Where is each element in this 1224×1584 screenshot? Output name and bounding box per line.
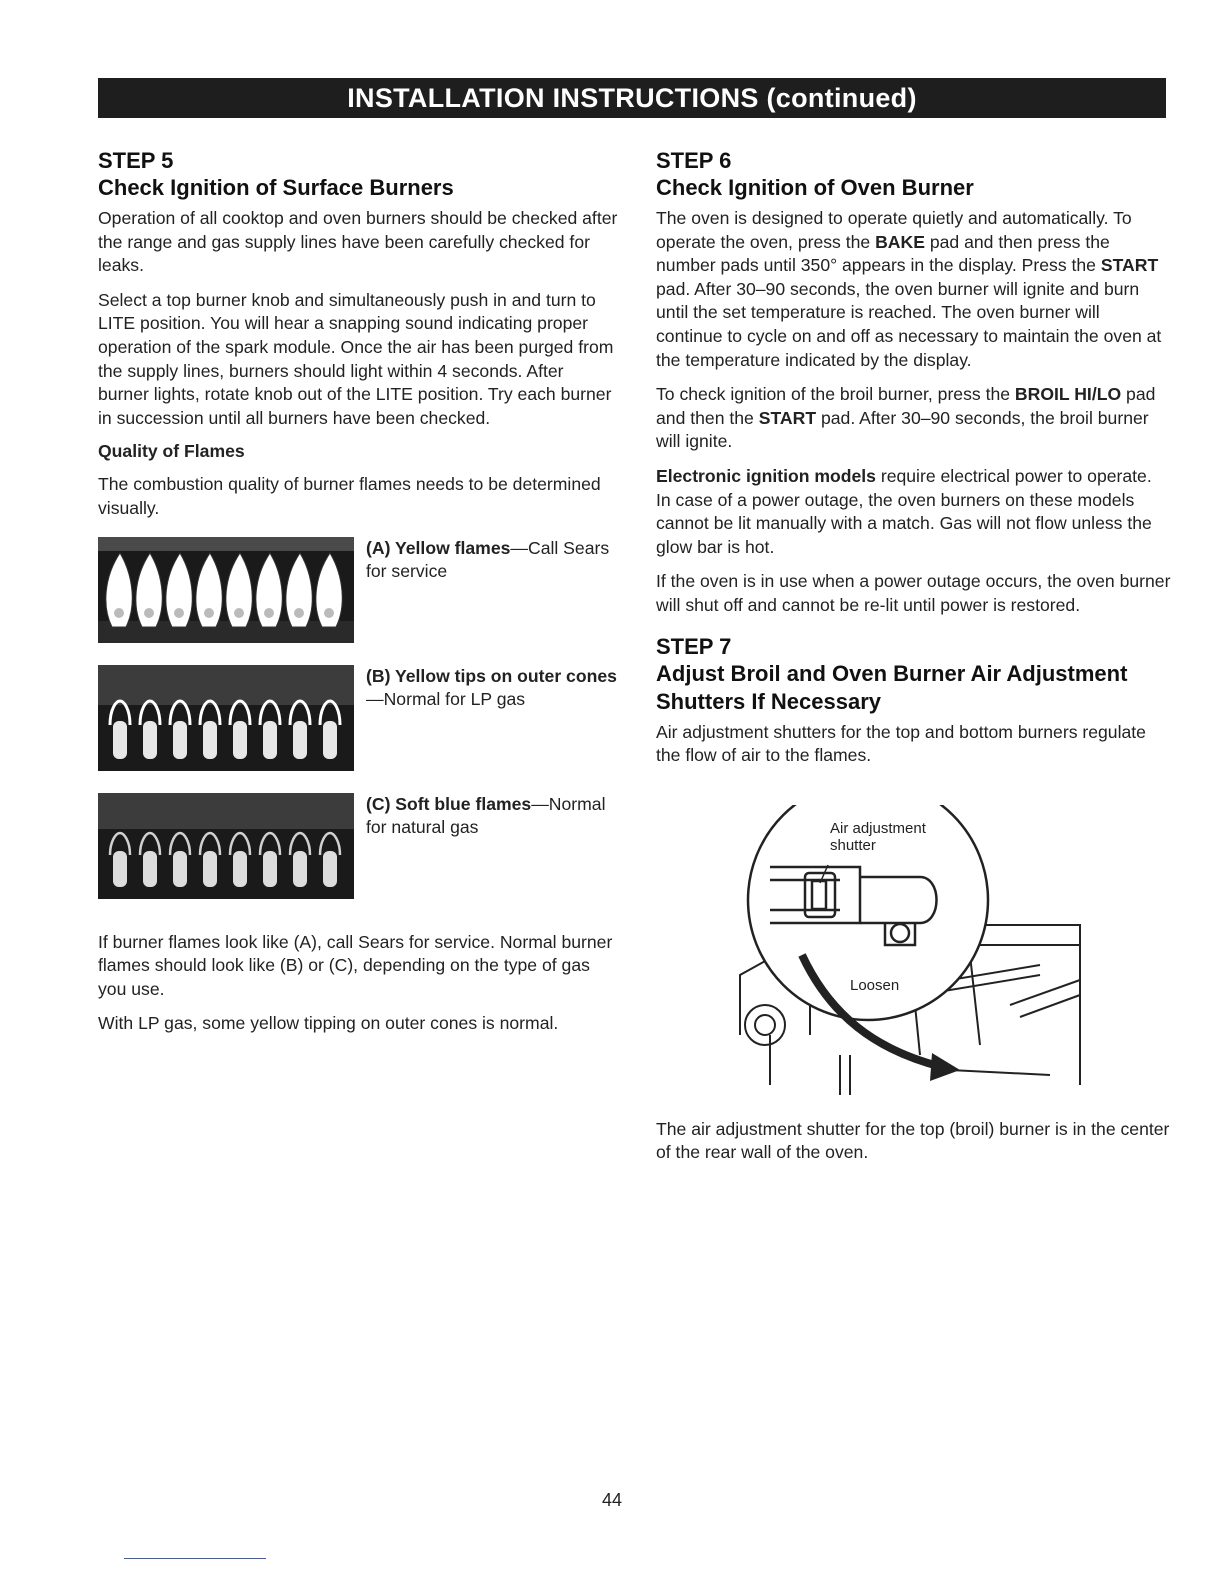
step7-heading: Adjust Broil and Oven Burner Air Adjustment Shutters If Necessary xyxy=(656,660,1128,714)
flame-body-b: —Normal for LP gas xyxy=(366,689,526,710)
diagram-label-loosen: Loosen xyxy=(850,976,900,994)
oven-paragraph-2 xyxy=(656,383,1171,454)
diagram-label-shutter-line1: Air adjustment xyxy=(830,819,926,837)
diagram-label-shutter-line2: shutter xyxy=(830,836,876,854)
flame-label-a: (A) Yellow flames xyxy=(366,537,511,558)
flame-example-a xyxy=(98,537,618,643)
yellow-flames-illustration xyxy=(98,537,354,643)
flame-label-b: (B) Yellow tips on outer cones xyxy=(366,665,617,686)
oven-paragraph-1 xyxy=(656,207,1171,372)
step7-paragraph-1: Air adjustment shutters for the top and bottom burners regulate the flow of air to the flames. xyxy=(656,721,1146,766)
air-shutter-diagram xyxy=(710,805,1090,1095)
oven-p1-part-a: The oven is designed to operate quietly and automatically. To operate the oven, press the xyxy=(656,208,1132,252)
soft-blue-flames-illustration xyxy=(98,793,354,899)
yellow-tipped-flames-illustration xyxy=(98,665,354,771)
closing-paragraph-2: With LP gas, some yellow tipping on outer cones is normal. xyxy=(98,1013,559,1034)
flame-body-c: —Normal for natural gas xyxy=(366,793,606,838)
quality-of-flames-heading: Quality of Flames xyxy=(98,441,245,462)
flame-caption-a xyxy=(366,537,618,584)
oven-p2-part-e: pad. After 30–90 seconds, the broil burner will ignite. xyxy=(656,407,1149,452)
step5-paragraph-2: Select a top burner knob and simultaneously push in and turn to LITE position. You will hear a snapping sound indicating proper operation of the spark module. Once the air has been purged from the supply lines, burners should light within 4 seconds. After burner lights, rotate knob out of the LITE position. Try each burner in succession until all burners have been checked. xyxy=(98,289,614,428)
start-pad-label-2: START xyxy=(758,407,817,428)
closing-paragraph-1: If burner flames look like (A), call Sears for service. Normal burner flames should look like (B) or (C), depending on the type of gas you use. xyxy=(98,931,613,999)
step7-paragraph-2: The air adjustment shutter for the top (broil) burner is in the center of the rear wall of the oven. xyxy=(656,1118,1170,1163)
oven-p1-part-e: pad. After 30–90 seconds, the oven burner will ignite and burn until the set temperature is reached. The oven burner will continue to cycle on and off as necessary to maintain the oven at the temperature indicated by the display. xyxy=(656,278,1162,370)
oven-paragraph-3 xyxy=(656,465,1171,559)
flame-body-a: —Call Sears for service xyxy=(366,537,610,582)
page-number: 44 xyxy=(601,1490,623,1510)
oven-p3-part-b: require electrical power to operate. In case of a power outage, the oven burners on these models cannot be lit manually with a match. Gas will not flow unless the glow bar is hot. xyxy=(656,465,1152,557)
step5-label: STEP 5 xyxy=(98,148,174,173)
step5-heading: Check Ignition of Surface Burners xyxy=(98,175,454,200)
step5-paragraph-1: Operation of all cooktop and oven burners should be checked after the range and gas supply lines have been carefully checked for leaks. xyxy=(98,208,618,276)
oven-p1-part-c: pad and then press the number pads until 350° appears in the display. Press the xyxy=(656,231,1110,276)
bake-pad-label: BAKE xyxy=(875,231,925,252)
section-banner xyxy=(98,78,1166,118)
electronic-ignition-label: Electronic ignition models xyxy=(656,465,876,486)
oven-p2-part-a: To check ignition of the broil burner, press the xyxy=(656,384,1015,405)
step6-label: STEP 6 xyxy=(656,148,732,173)
quality-of-flames-text: The combustion quality of burner flames needs to be determined visually. xyxy=(98,474,601,518)
flame-example-b xyxy=(98,665,618,771)
banner-title: INSTALLATION INSTRUCTIONS (continued) xyxy=(347,82,917,113)
flame-example-c xyxy=(98,793,618,899)
flame-caption-c xyxy=(366,793,618,840)
start-pad-label: START xyxy=(1100,255,1159,276)
footer-rule xyxy=(124,1558,266,1559)
oven-paragraph-4: If the oven is in use when a power outage occurs, the oven burner will shut off and cannot be re-lit until power is restored. xyxy=(656,571,1171,615)
flame-label-c: (C) Soft blue flames xyxy=(366,793,532,814)
right-column xyxy=(656,148,1171,1176)
step6-heading: Check Ignition of Oven Burner xyxy=(656,175,974,200)
broil-pad-label: BROIL HI/LO xyxy=(1014,384,1122,405)
oven-p2-part-c: pad and then the xyxy=(656,384,1156,428)
left-column xyxy=(98,148,618,1047)
flame-caption-b xyxy=(366,665,618,712)
step7-label: STEP 7 xyxy=(656,633,732,659)
